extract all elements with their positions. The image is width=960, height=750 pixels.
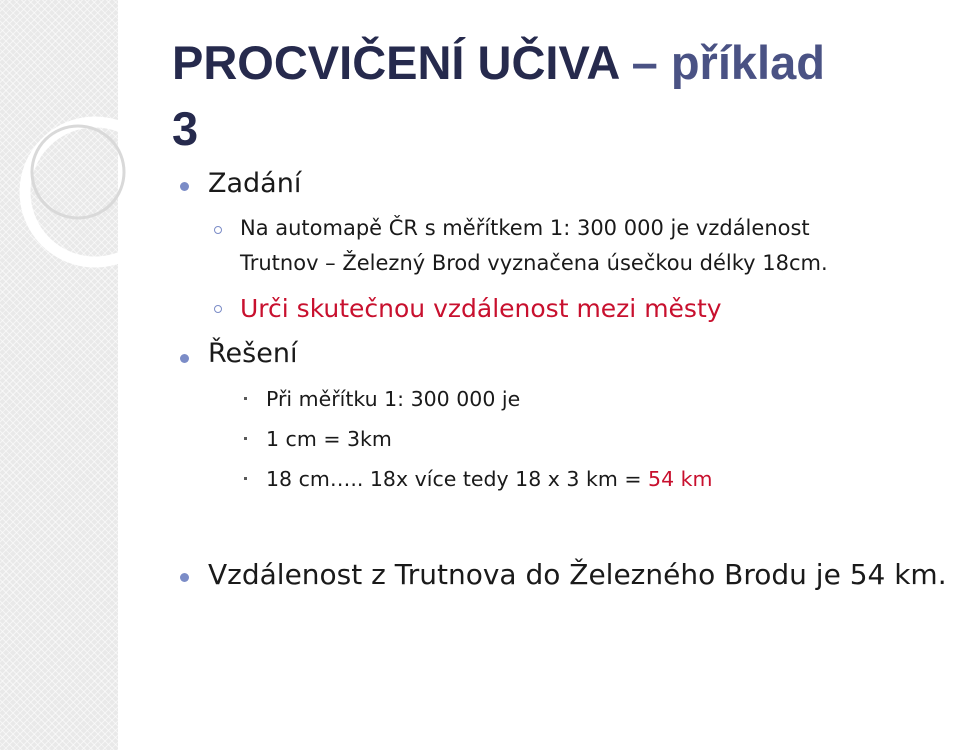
solution-step-3-prefix: 18 cm….. 18x více tedy 18 x 3 km = [266, 467, 649, 491]
title-number: 3 [172, 102, 199, 155]
solution-result: 54 km [648, 467, 713, 491]
decorative-ring-large [25, 122, 165, 262]
small-square-bullet-icon [244, 477, 247, 480]
task-line-1: Na automapě ČR s měřítkem 1: 300 000 je vzdálenost [240, 216, 810, 240]
conclusion-text: Vzdálenost z Trutnova do Železného Brodu je 54 km. [208, 558, 947, 591]
solution-step-2: 1 cm = 3km [266, 427, 392, 451]
task-line-2: Trutnov – Železný Brod vyznačena úsečkou délky 18cm. [240, 251, 828, 275]
decorative-ring-small [32, 126, 124, 218]
ring-bullet-icon [214, 305, 222, 313]
heading-reseni: Řešení [208, 338, 298, 369]
title-dash: – [618, 36, 671, 89]
decorative-circles-graphic [0, 0, 200, 300]
small-square-bullet-icon [244, 397, 247, 400]
title-main: PROCVIČENÍ UČIVA [172, 36, 619, 89]
small-square-bullet-icon [244, 437, 247, 440]
bullet-dot-icon [180, 354, 189, 363]
heading-zadani: Zadání [208, 168, 302, 199]
question-text: Urči skutečnou vzdálenost mezi městy [240, 294, 722, 323]
bullet-dot-icon [180, 573, 189, 582]
solution-step-3 [266, 467, 712, 491]
solution-step-1: Při měřítku 1: 300 000 je [266, 387, 521, 411]
slide-title [172, 30, 952, 162]
ring-bullet-icon [214, 226, 222, 234]
bullet-dot-icon [180, 182, 189, 191]
title-accent: příklad [670, 36, 825, 89]
